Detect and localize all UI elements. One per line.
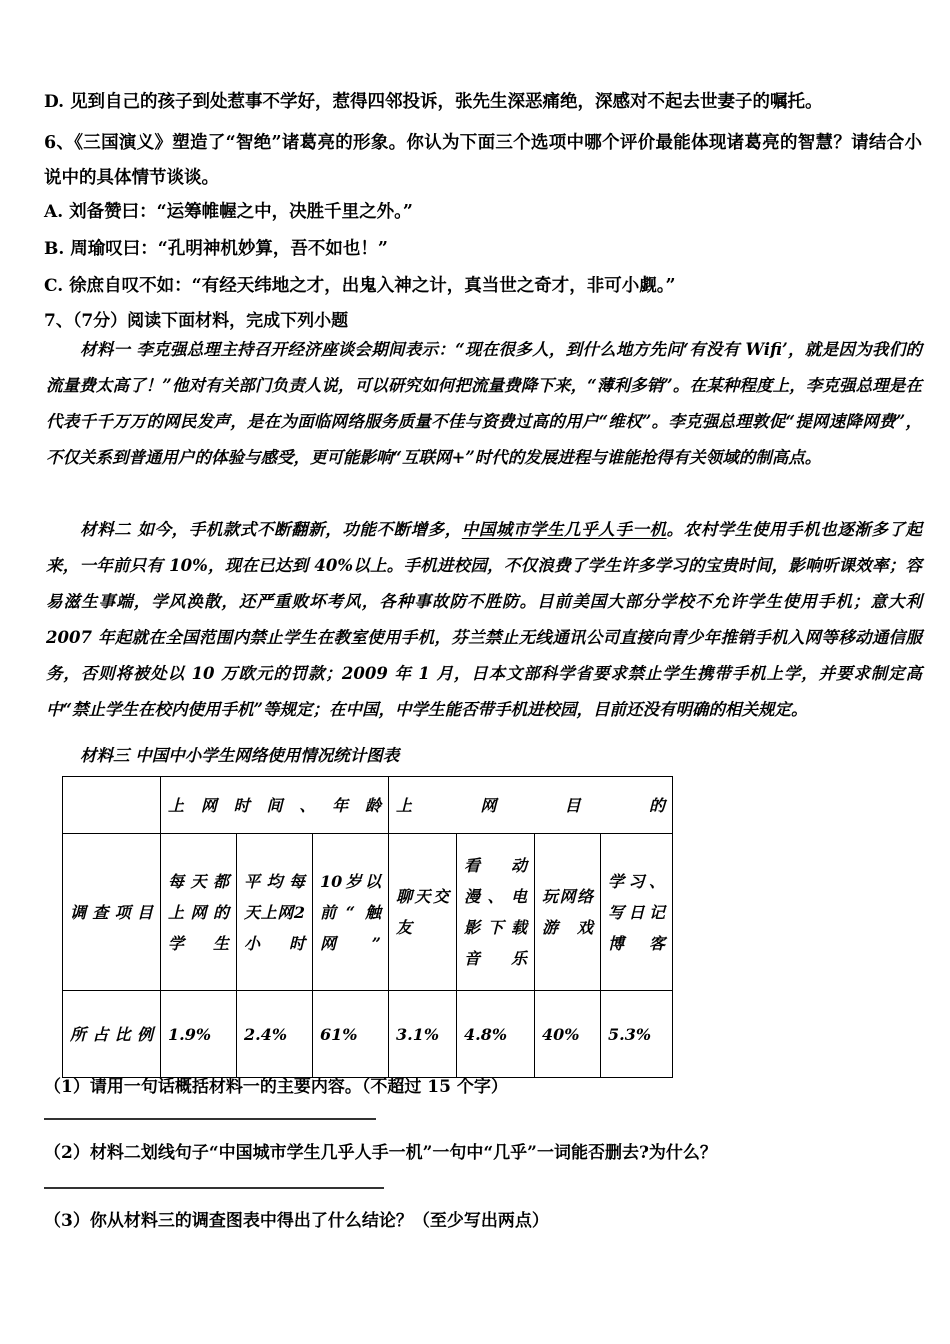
- answer-line-2[interactable]: [44, 1187, 384, 1189]
- option-d-label: D.: [44, 92, 65, 112]
- table-data-row: [63, 991, 673, 1078]
- table-value-anime-movies-music: 4.8%: [457, 991, 535, 1078]
- material-2-underlined-sentence: 中国城市学生几乎人手一机: [461, 520, 667, 539]
- table-col-header-survey-item: 调查项目: [63, 834, 161, 991]
- material-1-paragraph: 材料一 李克强总理主持召开经济座谈会期间表示：“现在很多人，到什么地方先问‘有没有 Wifi’，就是因为我们的流量费太高了！”他对有关部门负责人说，可以研究如何把流量费降下来，“薄利多销”。在某种程度上，李克强总理是在代表千千万万的网民发声，是在为面临网络服务质量不佳与资费过高的用户“维权”。李克强总理敦促“提网速降网费”，不仅关系到普通用户的体验与感受，更可能影响“互联网+”时代的发展进程与谁能抢得有关领域的制高点。: [46, 340, 922, 467]
- statistics-table-wrapper: [62, 776, 673, 1078]
- answer-line-1[interactable]: [44, 1118, 376, 1120]
- table-corner-blank-cell: [63, 777, 161, 834]
- table-group-header-purpose: 上网目的: [389, 777, 673, 834]
- table-column-header-row: [63, 834, 673, 991]
- question-6-option-c: [44, 272, 676, 297]
- table-group-header-time-age: 上网时间、年龄: [161, 777, 389, 834]
- table-group-header-row: [63, 777, 673, 834]
- table-col-header-online-games: 玩网络游戏: [535, 834, 601, 991]
- table-col-header-daily-online: 每天都上网的学生: [161, 834, 237, 991]
- table-col-header-chat-friends: 聊天交友: [389, 834, 457, 991]
- sub-question-3: （3）你从材料三的调查图表中得出了什么结论？（至少写出两点）: [44, 1211, 549, 1231]
- option-d-row: [44, 88, 934, 113]
- table-value-online-games: 40%: [535, 991, 601, 1078]
- material-2-part1: 材料二 如今，手机款式不断翻新，功能不断增多，: [80, 520, 462, 539]
- table-value-daily-online: 1.9%: [161, 991, 237, 1078]
- option-c-label: C.: [44, 276, 64, 296]
- table-col-header-two-hours: 平均每天上网2小时: [237, 834, 313, 991]
- sub-question-1: （1）请用一句话概括材料一的主要内容。（不超过 15 个字）: [44, 1077, 508, 1097]
- question-6-text: 6、《三国演义》塑造了“智绝”诸葛亮的形象。你认为下面三个选项中哪个评价最能体现诸葛亮的智慧？请结合小说中的具体情节谈谈。: [44, 133, 922, 188]
- sub-question-2: （2）材料二划线句子“中国城市学生几乎人手一机”一句中“几乎”一词能否删去?为什么？: [44, 1143, 717, 1163]
- material-3-title: 材料三 中国中小学生网络使用情况统计图表: [80, 746, 400, 765]
- table-value-chat-friends: 3.1%: [389, 991, 457, 1078]
- table-value-before-age-10: 61%: [313, 991, 389, 1078]
- material-2-paragraph: [46, 512, 922, 728]
- option-b-text: 周瑜叹曰：“孔明神机妙算，吾不如也！”: [70, 239, 388, 259]
- option-d-text: 见到自己的孩子到处惹事不学好，惹得四邻投诉，张先生深恶痛绝，深感对不起去世妻子的嘱托。: [70, 92, 823, 112]
- question-6-option-b: [44, 235, 388, 260]
- option-a-label: A.: [44, 202, 64, 222]
- option-a-text: 刘备赞曰：“运筹帷幄之中，决胜千里之外。”: [69, 202, 413, 222]
- statistics-table: [62, 776, 673, 1078]
- material-2-part2: 。农村学生使用手机也逐渐多了起来，一年前只有 10%，现在已达到 40%以上。手机进校园，不仅浪费了学生许多学习的宝贵时间，影响听课效率；容易滋生事端，学风涣散，还严重败坏考风，各种事故防不胜防。目前美国大部分学校不允许学生使用手机；意大利 2007 年起就在全国范围内禁止学生在教室使用手机，芬兰禁止无线通讯公司直接向青少年推销手机入网等移动通信服务，否则将被处以 10 万欧元的罚款；2009 年 1 月，日本文部科学省要求禁止学生携带手机上学，并要求制定高中“禁止学生在校内使用手机”等规定；在中国，中学生能否带手机进校园，目前还没有明确的相关规定。: [46, 520, 923, 719]
- question-7-heading: 7、（7分）阅读下面材料，完成下列小题: [44, 311, 349, 331]
- table-row-label-percentage: 所占比例: [63, 991, 161, 1078]
- question-6-option-a: [44, 198, 413, 223]
- table-col-header-study-blog: 学习、写日记博客: [601, 834, 673, 991]
- table-value-two-hours: 2.4%: [237, 991, 313, 1078]
- table-col-header-anime-movies-music: 看动漫、电影下载音乐: [457, 834, 535, 991]
- table-col-header-before-age-10: 10岁以前“触网”: [313, 834, 389, 991]
- table-value-study-blog: 5.3%: [601, 991, 673, 1078]
- option-c-text: 徐庶自叹不如：“有经天纬地之才，出鬼入神之计，真当世之奇才，非可小觑。”: [69, 276, 676, 296]
- option-b-label: B.: [44, 239, 65, 259]
